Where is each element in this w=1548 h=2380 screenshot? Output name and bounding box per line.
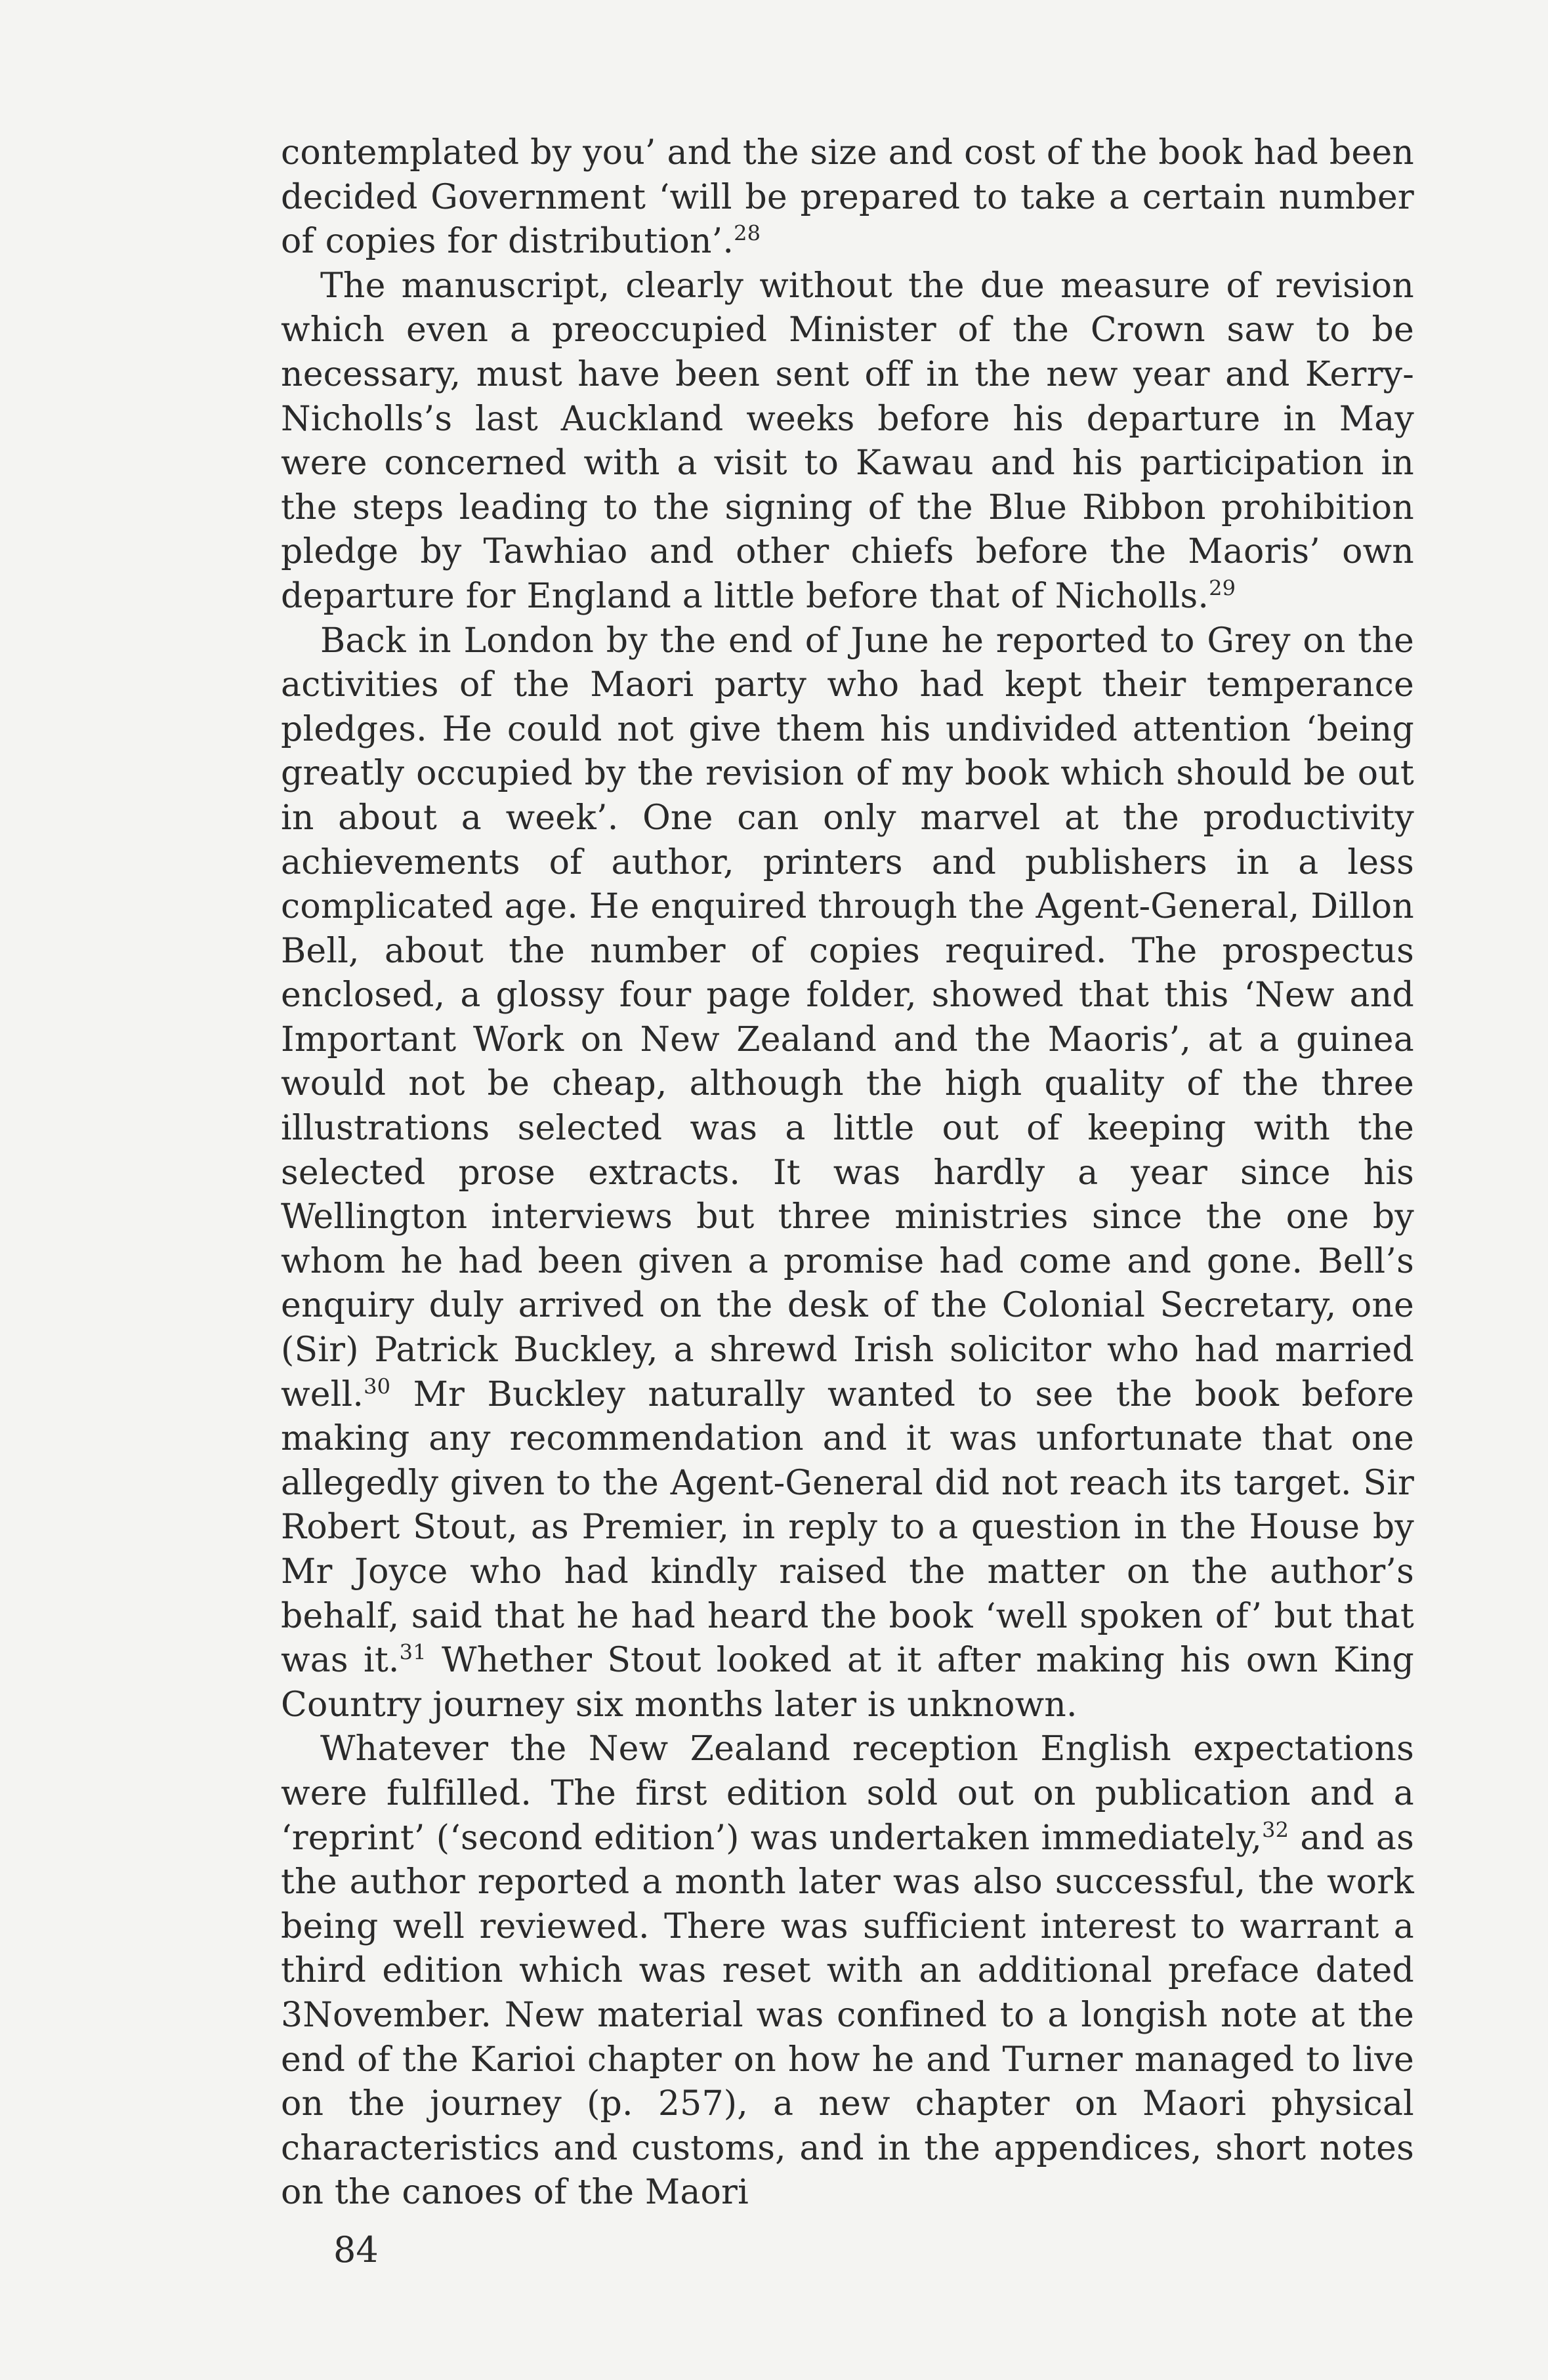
text-run: Whatever the New Zealand reception English expectations were fulfilled. The first edition sold out on publication and a ‘reprint’ (‘second edition’) was undertaken immediately, (281, 1729, 1414, 1858)
paragraph (281, 131, 1414, 264)
text-run: contemplated by you’ and the size and cost of the book had been decided Government ‘will be prepared to take a certain number of copies for distribution’. (281, 133, 1414, 262)
text-run: and as the author reported a month later was also successful, the work being well reviewed. There was sufficient interest to warrant a third edition which was reset with an additional preface dated 3November. New material was confined to a longish note at the end of the Karioi chapter on how he and Turner managed to live on the journey (p. 257), a new chapter on Maori physical characteristics and customs, and in the appendices, short notes on the canoes of the Maori (281, 1818, 1414, 2213)
page-number: 84 (333, 2229, 379, 2270)
text-run: The manuscript, clearly without the due measure of revision which even a preoccupied Minister of the Crown saw to be necessary, must have been sent off in the new year and Kerry-Nicholls’s last Auckland weeks before his departure in May were concerned with a visit to Kawau and his participation in the steps leading to the signing of the Blue Ribbon prohibition pledge by Tawhiao and other chiefs before the Maoris’ own departure for England a little before that of Nicholls. (281, 266, 1414, 616)
text-run: Back in London by the end of June he reported to Grey on the activities of the Maori party who had kept their temperance pledges. He could not give them his undivided attention ‘being greatly occupied by the revision of my book which should be out in about a week’. One can only marvel at the productivity achievements of author, printers and publishers in a less complicated age. He enquired through the Agent-General, Dillon Bell, about the number of copies required. The prospectus enclosed, a glossy four page folder, showed that this ‘New and Important Work on New Zealand and the Maoris’, at a guinea would not be cheap, although the high quality of the three illustrations selected was a little out of keeping with the selected prose extracts. It was hardly a year since his Wellington interviews but three ministries since the one by whom he had been given a promise had come and gone. Bell’s enquiry duly arrived on the desk of the Colonial Secretary, one (Sir) Patrick Buckley, a shrewd Irish solicitor who had married well. (281, 621, 1414, 1414)
footnote-marker: 28 (734, 220, 761, 246)
footnote-marker: 29 (1209, 575, 1236, 601)
text-run: Whether Stout looked at it after making his own King Country journey six months later is unknown. (281, 1641, 1415, 1725)
text-run: Mr Buckley naturally wanted to see the book before making any recommendation and it was unfortunate that one allegedly given to the Agent-General did not reach its target. Sir Robert Stout, as Premier, in reply to a question in the House by Mr Joyce who had kindly raised the matter on the author’s behalf, said that he had heard the book ‘well spoken of’ but that was it. (281, 1374, 1414, 1681)
paragraph (281, 264, 1414, 619)
footnote-marker: 32 (1262, 1817, 1289, 1843)
footnote-marker: 30 (364, 1374, 391, 1399)
paragraph (281, 1727, 1414, 2215)
footnote-marker: 31 (399, 1639, 427, 1665)
body-text (281, 131, 1414, 2215)
paragraph (281, 619, 1414, 1728)
